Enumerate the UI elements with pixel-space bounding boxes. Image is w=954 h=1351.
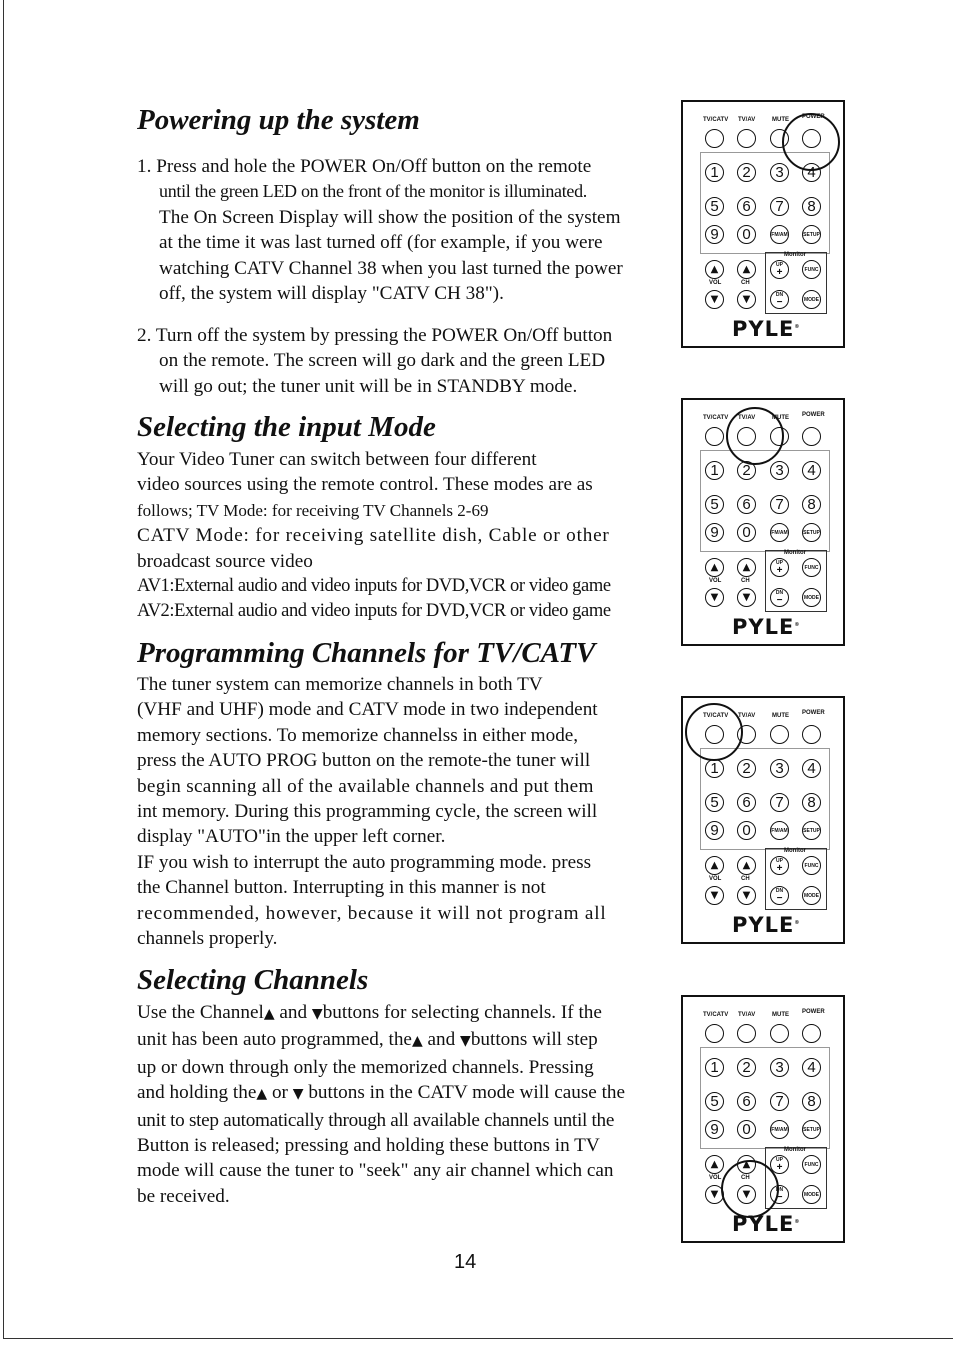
power-label: POWER [802,710,825,716]
channel-down-arrow-icon: ▼ [737,886,756,905]
minus-icon: − [776,296,783,308]
vol-label: VOL [709,578,722,584]
digit-3-button: 3 [770,163,789,182]
text-line: CATV Mode: for receiving satellite dish, Cable or other [137,525,610,547]
up-text: UP [776,857,783,864]
fm-am-button: FM/AM [770,523,789,542]
channel-up-arrow-icon: ▲ [737,260,756,279]
text-fragment: buttons will step [470,1029,598,1051]
digit-9-button: 9 [705,523,724,542]
power-label: POWER [802,1009,825,1015]
tv-catv-button [705,427,724,446]
digit-9-button: 9 [705,225,724,244]
digit-5-button: 5 [705,197,724,216]
digit-8-button: 8 [802,495,821,514]
pyle-logo [732,913,800,937]
digit-2-button: 2 [737,461,756,480]
text-line: press the AUTO PROG button on the remote-the tuner will [137,750,591,772]
registered-mark: ® [794,920,801,926]
text-line: begin scanning all of the available channels and put them [137,775,594,797]
mute-label: MUTE [772,117,789,123]
func-button: FUNC [802,558,821,577]
text-line: the Channel button. Interrupting in this manner is not [137,877,546,899]
mute-label: MUTE [772,713,789,719]
tv-catv-label: TV/CATV [703,117,729,123]
text-line: The tuner system can memorize channels in both TV [137,674,543,695]
tv-catv-button [705,129,724,148]
power-label: POWER [802,412,825,418]
digit-8-button: 8 [802,793,821,812]
text-line: until the green LED on the front of the monitor is illuminated. [159,181,588,202]
down-arrow-icon: ▼ [460,1033,471,1050]
remote-control-illustration-3 [681,696,845,944]
logo-text: PYLE [732,615,795,639]
logo-text: PYLE [732,1212,795,1236]
text-line: 1. Press and hole the POWER On/Off button on the remote [137,156,592,177]
tv-av-label: TV/AV [738,713,756,719]
mute-label: MUTE [772,415,789,421]
plus-icon: + [776,862,783,874]
power-button [802,427,821,446]
dn-text: DN [775,1186,784,1193]
text-line [137,1000,677,1027]
digit-1-button: 1 [705,759,724,778]
digit-1-button: 1 [705,163,724,182]
volume-up-arrow-icon: ▲ [705,558,724,577]
text-line: recommended, however, because it will not program all [137,902,607,924]
text-fragment: unit has been auto programmed, the [137,1029,412,1051]
dn-text: DN [775,589,784,596]
text-line: IF you wish to interrupt the auto programming mode. press [137,851,592,873]
text-line [137,1080,677,1107]
monitor-up-button [770,558,789,577]
up-arrow-icon: ▲ [263,1006,275,1022]
setup-button: SETUP [802,523,821,542]
digit-6-button: 6 [737,1092,756,1111]
digit-0-button: 0 [737,1120,756,1139]
text-line: off, the system will display "CATV CH 38"). [159,283,504,305]
vol-label: VOL [709,280,722,286]
up-arrow-icon: ▲ [411,1033,423,1050]
digit-0-button: 0 [737,225,756,244]
digit-5-button: 5 [705,495,724,514]
paragraph-selecting-channels [137,1000,677,1209]
text-line: will go out; the tuner unit will be in STANDBY mode. [159,375,578,397]
digit-4-button: 4 [802,759,821,778]
text-line: AV2:External audio and video inputs for DVD,VCR or video game [137,601,611,622]
digit-8-button: 8 [802,1092,821,1111]
text-line: (VHF and UHF) mode and CATV mode in two independent [137,699,598,721]
volume-down-arrow-icon: ▼ [705,886,724,905]
text-line: The On Screen Display will show the position of the system [159,206,621,228]
digit-4-button: 4 [802,163,821,182]
down-arrow-icon: ▼ [311,1006,323,1022]
plus-icon: + [776,266,783,278]
mute-label: MUTE [772,1012,789,1018]
paragraph-power-on [137,154,677,306]
digit-7-button: 7 [770,793,789,812]
tv-av-button [737,1024,756,1043]
text-line: AV1:External audio and video inputs for DVD,VCR or video game [137,576,611,597]
digit-6-button: 6 [737,197,756,216]
up-text: UP [776,559,783,566]
text-line: broadcast source video [137,550,313,572]
registered-mark: ® [794,622,801,628]
highlight-circle-tv-catv [685,703,743,761]
monitor-down-button [770,588,789,607]
monitor-up-button [770,260,789,279]
paragraph-programming [137,672,677,951]
power-label: POWER [802,114,825,120]
power-button [802,1024,821,1043]
digit-7-button: 7 [770,495,789,514]
highlight-circle-tv-av [726,407,784,465]
mode-button: MODE [802,588,821,607]
registered-mark: ® [794,1219,801,1225]
channel-up-arrow-icon: ▲ [737,558,756,577]
text-line: be received. [137,1185,230,1207]
volume-down-arrow-icon: ▼ [705,1185,724,1204]
digit-9-button: 9 [705,821,724,840]
text-line: on the remote. The screen will go dark and the green LED [159,350,606,372]
monitor-label: Monitor [784,550,806,556]
channel-down-arrow-icon: ▼ [737,588,756,607]
power-button [802,725,821,744]
fm-am-button: FM/AM [770,225,789,244]
text-line: up or down through only the memorized channels. Pressing [137,1056,594,1078]
text-line: at the time it was last turned off (for example, if you were [159,232,603,254]
text-fragment: and [274,1002,312,1023]
text-line: channels properly. [137,928,278,950]
monitor-label: Monitor [784,848,806,854]
minus-icon: − [776,594,783,606]
tv-catv-label: TV/CATV [703,1012,729,1018]
heading-powering-up: Powering up the system [137,104,420,136]
logo-text: PYLE [732,913,795,937]
channel-up-arrow-icon: ▲ [737,856,756,875]
highlight-circle-power [782,113,840,171]
text-line: watching CATV Channel 38 when you last turned the power [159,257,623,279]
tv-catv-label: TV/CATV [703,415,729,421]
digit-6-button: 6 [737,793,756,812]
tv-av-label: TV/AV [738,117,756,123]
text-line: display "AUTO"in the upper left corner. [137,826,446,848]
setup-button: SETUP [802,1120,821,1139]
digit-3-button: 3 [770,461,789,480]
remote-control-illustration-1 [681,100,845,348]
digit-5-button: 5 [705,793,724,812]
monitor-label: Monitor [784,1147,806,1153]
text-fragment: and holding the [137,1082,257,1104]
digit-2-button: 2 [737,163,756,182]
func-button: FUNC [802,1155,821,1174]
digit-1-button: 1 [705,461,724,480]
text-fragment: or [267,1082,293,1104]
text-fragment: buttons for selecting channels. If the [322,1002,602,1023]
pyle-logo [732,615,800,639]
page-number: 14 [454,1251,477,1273]
page-border-left [3,0,4,1338]
digit-0-button: 0 [737,821,756,840]
text-fragment: and [422,1029,461,1051]
text-line: video sources using the remote control. These modes are as [137,474,593,496]
page-border-bottom [3,1338,953,1339]
monitor-label: Monitor [784,252,806,258]
text-line: Your Video Tuner can switch between four different [137,449,537,470]
digit-5-button: 5 [705,1092,724,1111]
tv-av-label: TV/AV [738,1012,756,1018]
plus-icon: + [776,564,783,576]
up-text: UP [776,1156,783,1163]
down-arrow-icon: ▼ [292,1086,304,1103]
highlight-circle-channel [721,1160,779,1218]
mute-button [770,725,789,744]
mode-button: MODE [802,886,821,905]
digit-1-button: 1 [705,1058,724,1077]
registered-mark: ® [794,324,801,330]
digit-4-button: 4 [802,1058,821,1077]
minus-icon: − [776,892,783,904]
dn-text: DN [775,291,784,298]
monitor-down-button [770,290,789,309]
text-fragment: buttons in the CATV mode will cause the [303,1082,626,1104]
func-button: FUNC [802,260,821,279]
text-line: unit to step automatically through all available channels until the [137,1109,615,1131]
volume-up-arrow-icon: ▲ [705,1155,724,1174]
channel-down-arrow-icon: ▼ [737,290,756,309]
text-line [137,1027,677,1054]
digit-3-button: 3 [770,759,789,778]
digit-2-button: 2 [737,759,756,778]
digit-6-button: 6 [737,495,756,514]
setup-button: SETUP [802,821,821,840]
digit-2-button: 2 [737,1058,756,1077]
up-text: UP [776,261,783,268]
volume-down-arrow-icon: ▼ [705,588,724,607]
plus-icon: + [776,1161,783,1173]
digit-9-button: 9 [705,1120,724,1139]
fm-am-button: FM/AM [770,821,789,840]
monitor-down-button [770,886,789,905]
digit-4-button: 4 [802,461,821,480]
minus-icon: − [776,1191,783,1203]
remote-control-illustration-4 [681,995,845,1243]
tv-catv-button [705,1024,724,1043]
remote-control-illustration-2 [681,398,845,646]
volume-up-arrow-icon: ▲ [705,260,724,279]
digit-7-button: 7 [770,1092,789,1111]
text-line: mode will cause the tuner to "seek" any air channel which can [137,1160,614,1182]
text-line: Button is released; pressing and holding these buttons in TV [137,1135,600,1157]
heading-programming-channels: Programming Channels for TV/CATV [137,637,596,669]
setup-button: SETUP [802,225,821,244]
dn-text: DN [775,887,784,894]
ch-label: CH [741,876,750,882]
monitor-up-button [770,856,789,875]
ch-label: CH [741,280,750,286]
func-button: FUNC [802,856,821,875]
text-line: int memory. During this programming cycle, the screen will [137,801,598,823]
fm-am-button: FM/AM [770,1120,789,1139]
up-arrow-icon: ▲ [256,1086,268,1103]
channel-up-arrow-icon: ▲ [737,1155,756,1174]
mode-button: MODE [802,1185,821,1204]
pyle-logo [732,317,800,341]
mute-button [770,1024,789,1043]
digit-0-button: 0 [737,523,756,542]
text-fragment: Use the Channel [137,1002,264,1023]
volume-down-arrow-icon: ▼ [705,290,724,309]
logo-text: PYLE [732,317,795,341]
heading-input-mode: Selecting the input Mode [137,411,436,443]
mode-button: MODE [802,290,821,309]
digit-8-button: 8 [802,197,821,216]
volume-up-arrow-icon: ▲ [705,856,724,875]
paragraph-input-mode [137,447,677,625]
tv-catv-label: TV/CATV [703,713,729,719]
tv-av-label: TV/AV [738,415,756,421]
ch-label: CH [741,578,750,584]
digit-3-button: 3 [770,1058,789,1077]
text-line: 2. Turn off the system by pressing the POWER On/Off button [137,325,613,346]
tv-av-button [737,129,756,148]
text-line: follows; TV Mode: for receiving TV Channels 2-69 [137,500,489,520]
vol-label: VOL [709,1175,722,1181]
paragraph-power-off [137,323,677,399]
heading-selecting-channels: Selecting Channels [137,964,369,996]
channel-down-arrow-icon: ▼ [737,1185,756,1204]
ch-label: CH [741,1175,750,1181]
vol-label: VOL [709,876,722,882]
text-line: memory sections. To memorize channelss in either mode, [137,724,579,746]
digit-7-button: 7 [770,197,789,216]
